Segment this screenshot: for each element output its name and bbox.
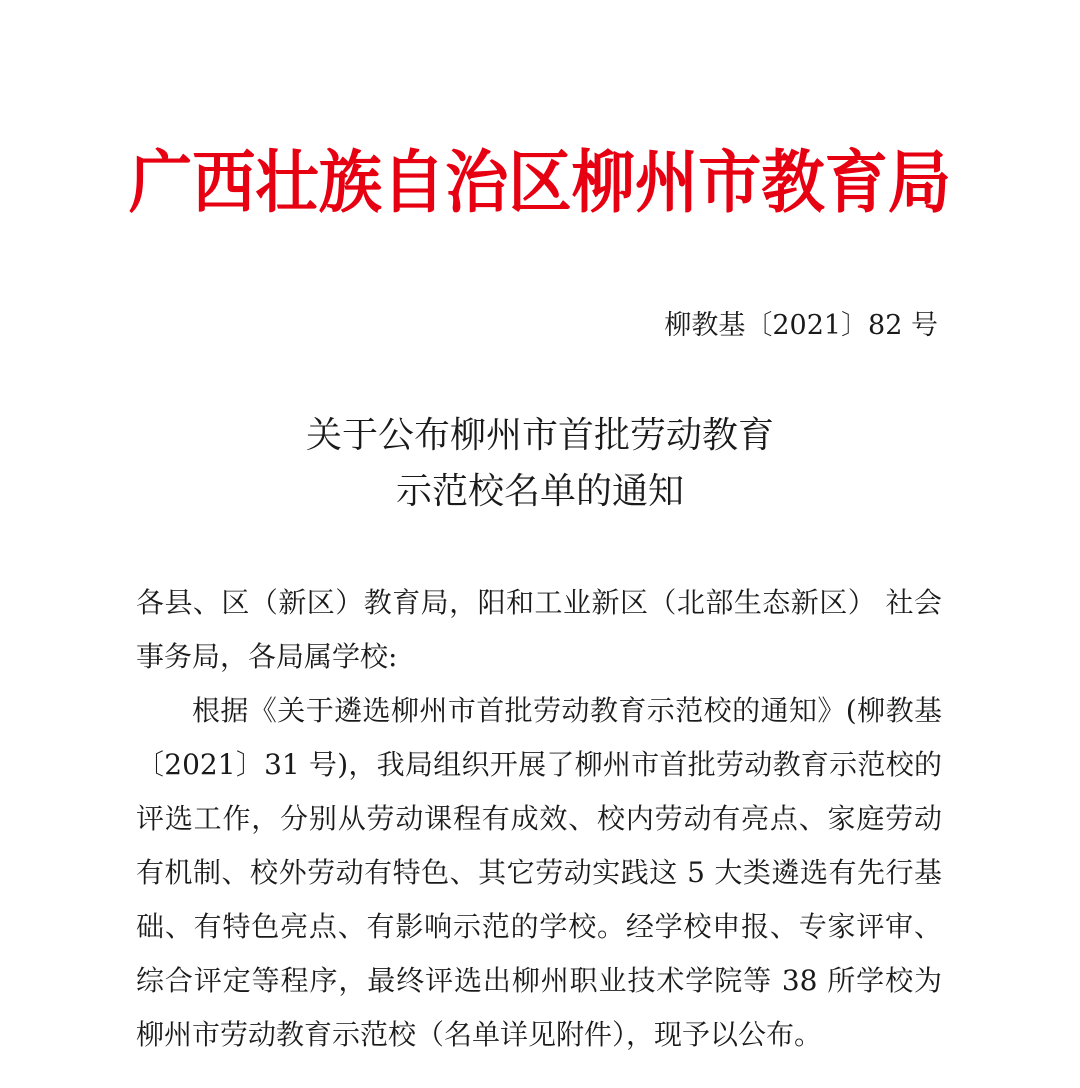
document-title	[0, 408, 1080, 520]
salutation: 各县、区（新区）教育局，阳和工业新区（北部生态新区） 社会事务局，各局属学校:	[136, 586, 942, 673]
masthead-title: 广西壮族自治区柳州市教育局	[128, 144, 952, 223]
document-number: 柳教基〔2021〕82 号	[664, 310, 938, 341]
document-title-line-1: 关于公布柳州市首批劳动教育	[305, 415, 774, 456]
paragraph-1: 根据《关于遴选柳州市首批劳动教育示范校的通知》(柳教基〔2021〕31 号)，我局组织开展了柳州市首批劳动教育示范校的评选工作，分别从劳动课程有成效、校内劳动有亮点、家庭劳动有机制、校外劳动有特色、其它劳动实践这 5 大类遴选有先行基础、有特色亮点、有影响示范的学校。经学校申报、专家评审、综合评定等程序，最终评选出柳州职业技术学院等 38 所学校为柳州市劳动教育示范校（名单详见附件），现予以公布。	[136, 694, 942, 1051]
document-body	[136, 576, 942, 1062]
document-title-line-2: 示范校名单的通知	[395, 471, 684, 512]
